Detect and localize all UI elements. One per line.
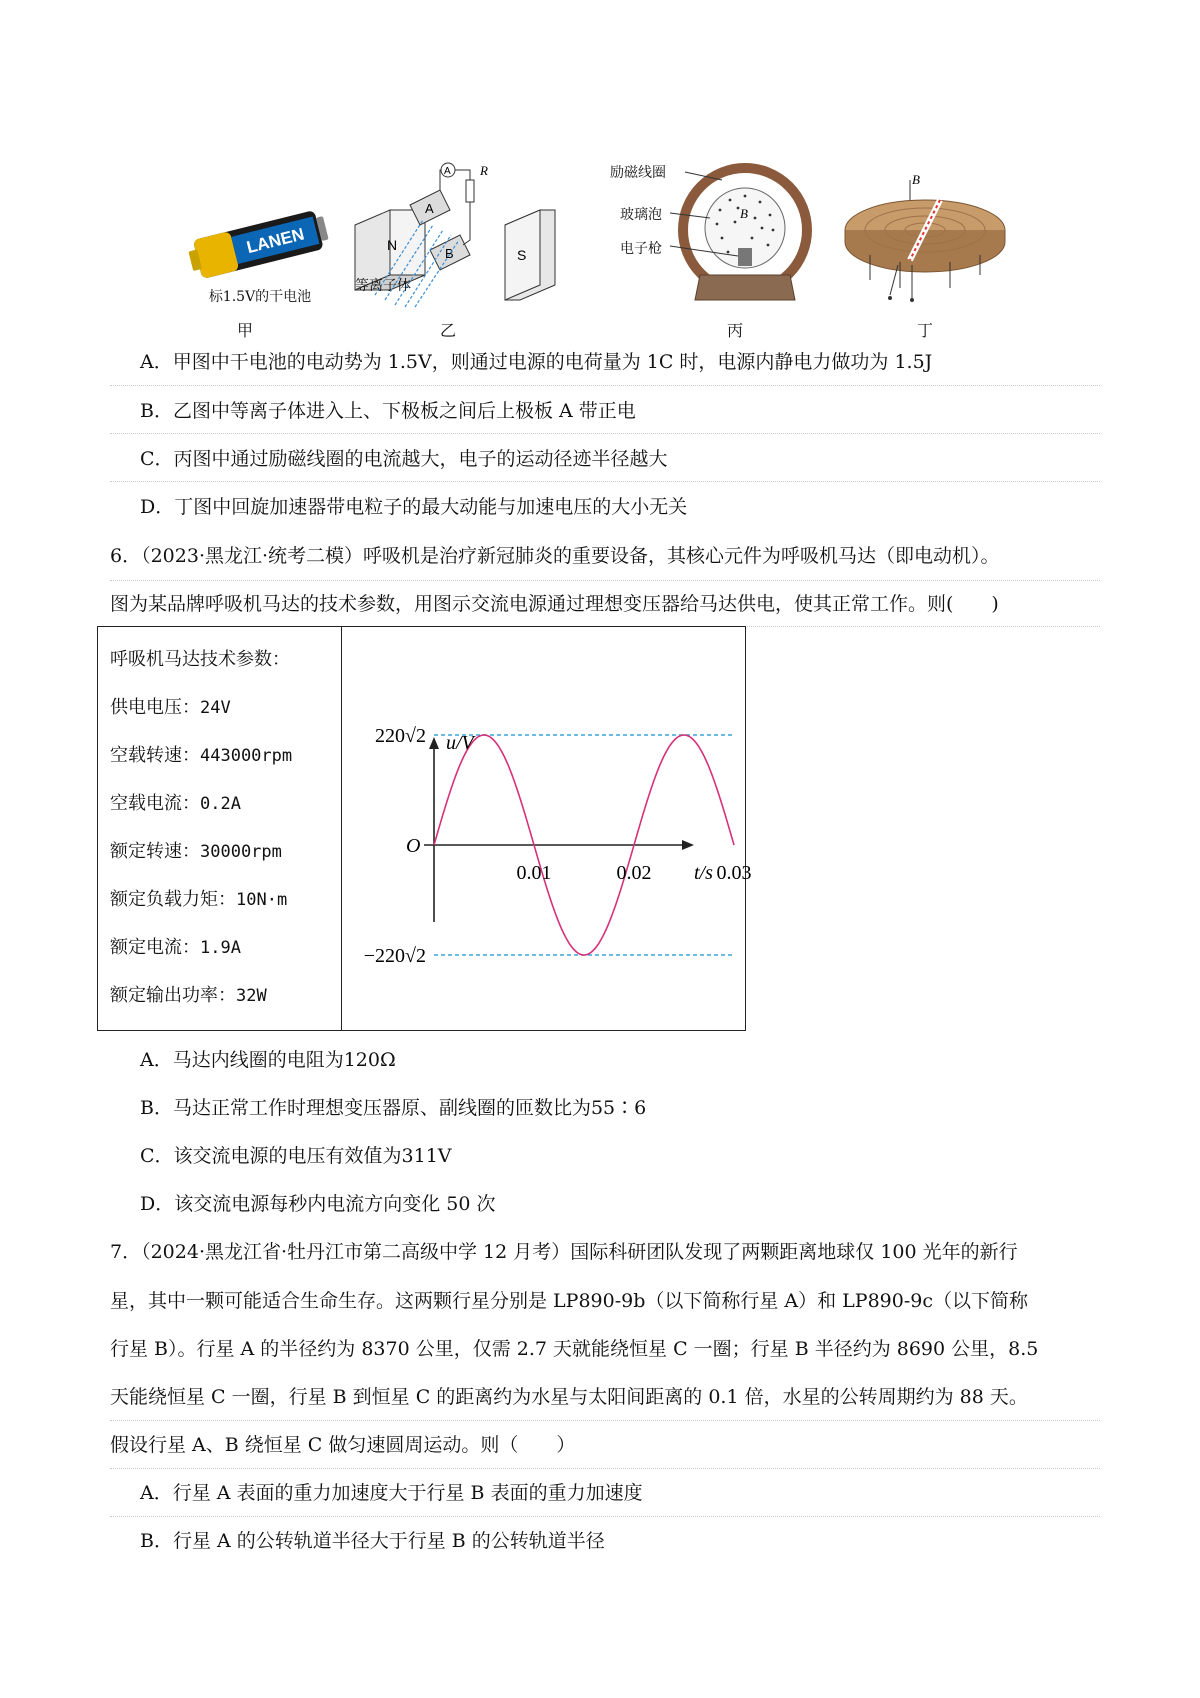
param-row [110,789,241,815]
plasma-label: 等离子体 [355,278,411,294]
battery-label: 标1.5V的干电池 [208,289,312,305]
figure-jia [185,196,335,306]
x-tick-label: 0.01 [516,862,552,884]
motor-params-table [97,626,752,1031]
q7-stem-line1: 7．（2024·黑龙江省·牡丹江市第二高级中学 12 月考）国际科研团队发现了两颗距离地球仅 100 光年的新行 [110,1241,1018,1263]
param-row [110,885,287,911]
params-column [98,627,342,1030]
x-axis-label: t/s [694,862,713,884]
x-axis-arrow [682,840,694,850]
q6-stem-line2: 图为某品牌呼吸机马达的技术参数，用图示交流电源通过理想变压器给马达供电，使其正常工作。则( ) [110,593,999,615]
divider [110,433,1100,434]
param-row [110,981,267,1007]
battery-brand: LANEN [244,224,307,258]
param-value: 10N·m [236,890,288,910]
param-label: 额定转速： [110,841,200,862]
divider [110,1468,1100,1469]
figure-ding [840,170,1010,310]
resistor-label: R [480,163,488,178]
param-value: 0.2A [200,794,241,814]
figure-bing-caption: 丙 [726,321,743,340]
divider [110,1420,1100,1421]
param-row [110,693,231,719]
pole-n: N [387,237,398,253]
battery-image [185,196,335,286]
divider [110,580,1100,581]
param-value: 1.9A [200,938,241,958]
q7-option-b: B．行星 A 的公转轨道半径大于行星 B 的公转轨道半径 [140,1530,605,1552]
q5-option-c: C．丙图中通过励磁线圈的电流越大，电子的运动径迹半径越大 [140,448,668,470]
label-coil: 励磁线圈 [610,165,666,181]
param-value: 30000rpm [200,842,282,862]
y-axis-arrow [429,737,439,749]
param-value: 32W [236,986,267,1006]
plate-a: A [425,201,434,216]
q7-stem-line5: 假设行星 A、B 绕恒星 C 做匀速圆周运动。则（ ） [110,1434,576,1456]
y-axis-label: u/V [446,732,474,754]
param-row [110,933,241,959]
q6-option-b: B．马达正常工作时理想变压器原、副线圈的匝数比为55∶6 [140,1097,647,1119]
q7-option-a: A．行星 A 表面的重力加速度大于行星 B 表面的重力加速度 [140,1482,643,1504]
q6-option-c: C．该交流电源的电压有效值为311V [140,1145,452,1167]
electron-tube-diagram [610,160,815,320]
param-row [110,837,282,863]
figure-ding-caption: 丁 [916,321,933,340]
plate-b: B [445,246,454,261]
q7-stem-line4: 天能绕恒星 C 一圈，行星 B 到恒星 C 的距离约为水星与太阳间距离的 0.1 倍，水星的公转周期约为 88 天。 [110,1386,1028,1408]
param-row [110,741,292,767]
params-title: 呼吸机马达技术参数： [110,649,290,670]
q5-option-b: B．乙图中等离子体进入上、下极板之间后上极板 A 带正电 [140,400,636,422]
q7-stem-line3: 行星 B）。行星 A 的半径约为 8370 公里，仅需 2.7 天就能绕恒星 C 一圈；行星 B 半径约为 8690 公里，8.5 [110,1338,1039,1360]
label-bulb: 玻璃泡 [620,207,662,223]
param-value: 24V [200,698,231,718]
param-label: 额定电流： [110,937,200,958]
q7-stem-line2: 星，其中一颗可能适合生命生存。这两颗行星分别是 LP890-9b（以下简称行星 A）和 LP890-9c（以下简称 [110,1290,1028,1312]
param-label: 额定输出功率： [110,985,236,1006]
param-value: 443000rpm [200,746,293,766]
figure-bing [610,160,815,320]
y-tick-label: −220√2 [363,945,426,967]
y-tick-label: 220√2 [375,725,426,747]
field-b-ding: B [912,172,920,187]
x-tick-label: 0.03 [716,862,752,884]
ac-voltage-chart [344,627,752,1027]
ammeter-label: A [444,166,451,177]
cyclotron-diagram [840,170,1010,310]
q6-option-d: D．该交流电源每秒内电流方向变化 50 次 [140,1193,496,1215]
pole-s: S [517,247,527,263]
divider [110,481,1100,482]
figure-jia-caption: 甲 [236,321,253,340]
param-label: 供电电压： [110,697,200,718]
origin-label: O [406,835,421,857]
figure-yi-caption: 乙 [439,321,456,340]
figure-yi [345,165,565,315]
label-gun: 电子枪 [620,241,662,257]
q5-option-d: D．丁图中回旋加速器带电粒子的最大动能与加速电压的大小无关 [140,496,688,518]
divider [110,385,1100,386]
x-tick-label: 0.02 [616,862,652,884]
param-label: 空载电流： [110,793,200,814]
param-label: 额定负载力矩： [110,889,236,910]
resistor-icon [466,180,474,202]
param-label: 空载转速： [110,745,200,766]
field-b-bing: B [740,206,748,221]
divider [110,1516,1100,1517]
q5-option-a: A．甲图中干电池的电动势为 1.5V，则通过电源的电荷量为 1C 时，电源内静电力做功为 1.5J [140,351,933,373]
q6-stem-line1: 6．（2023·黑龙江·统考二模）呼吸机是治疗新冠肺炎的重要设备，其核心元件为呼吸机马达（即电动机）。 [110,545,1000,567]
q6-option-a: A．马达内线圈的电阻为120Ω [140,1049,396,1071]
